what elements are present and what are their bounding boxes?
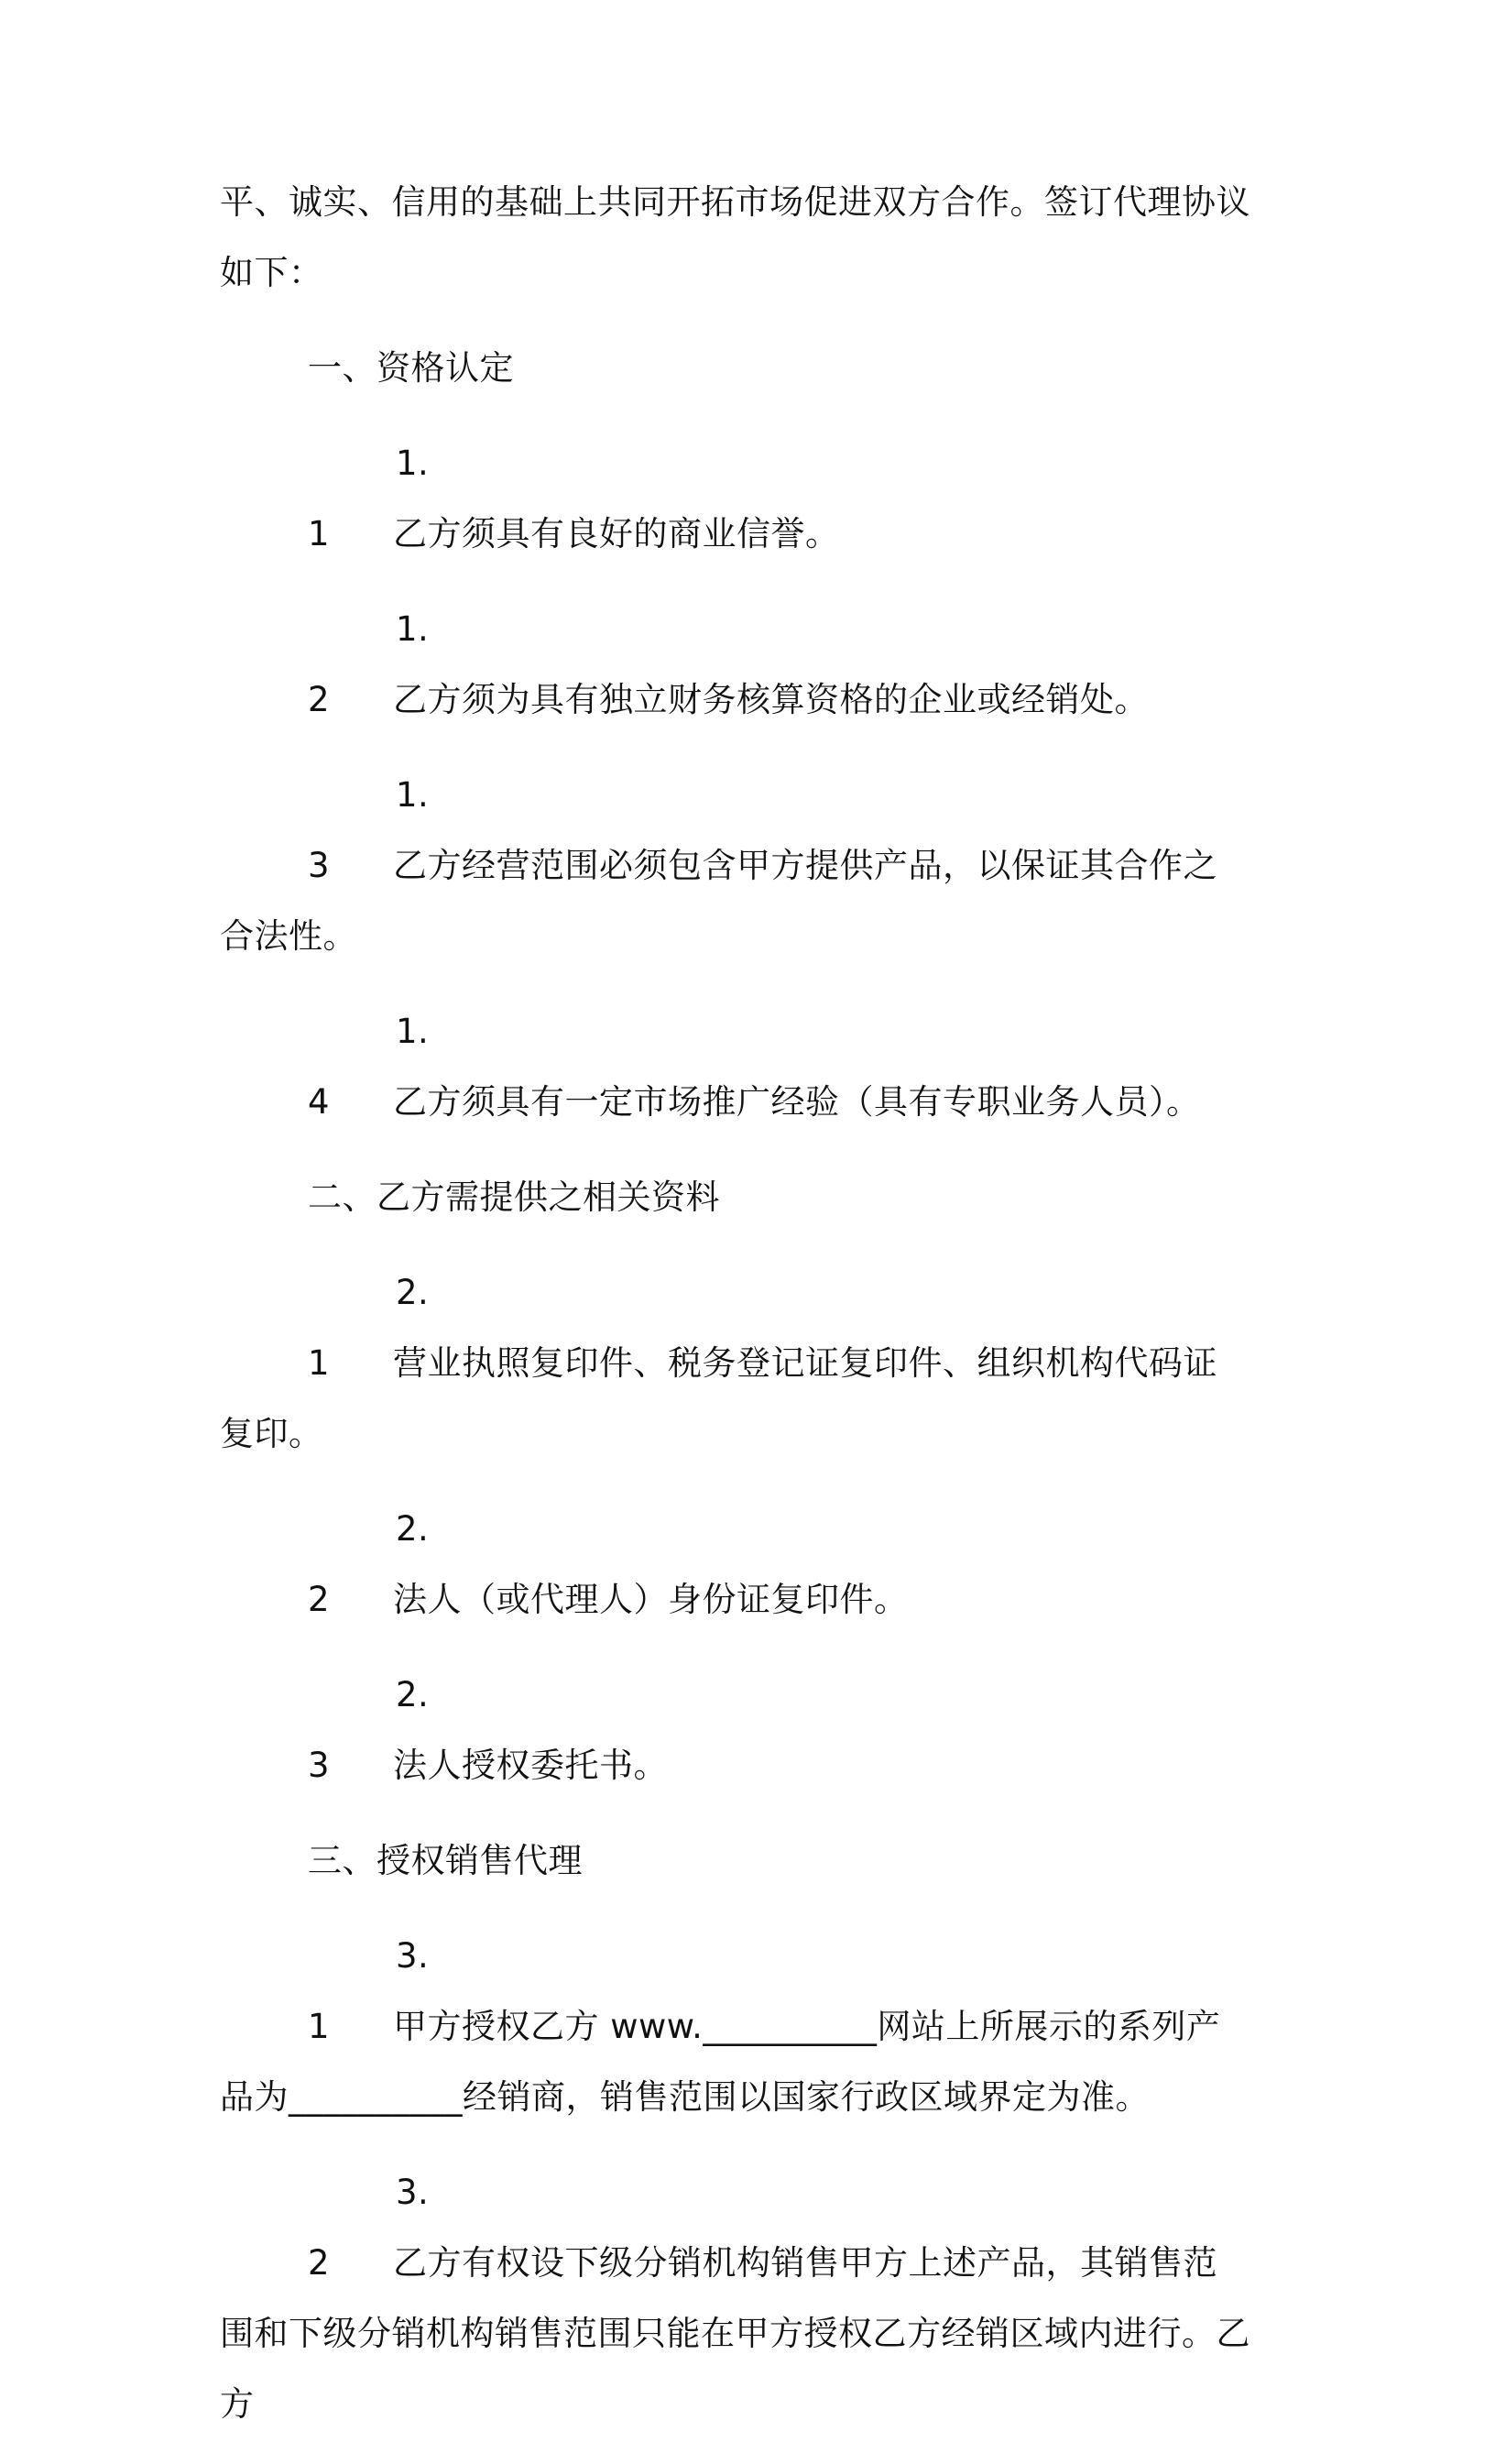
clause-number: 1.4 <box>308 1012 430 1122</box>
clause-text: 乙方须具有良好的商业信誉。 <box>393 514 840 553</box>
clause-2-2 <box>220 1494 1250 1635</box>
clause-number: 3.1 <box>308 1936 430 2046</box>
clause-text: 乙方经营范围必须包含甲方提供产品，以保证其合作之合法性。 <box>220 846 1217 956</box>
intro-paragraph: 平、诚实、信用的基础上共同开拓市场促进双方合作。签订代理协议如下： <box>220 182 1250 292</box>
clause-text: 法人授权委托书。 <box>393 1746 668 1785</box>
clause-text: 甲方授权乙方 www.__________网站上所展示的系列产品为__________经销商，销售范围以国家行政区域界定为准。 <box>220 2007 1221 2117</box>
clause-text: 乙方须为具有独立财务核算资格的企业或经销处。 <box>393 680 1149 719</box>
clause-3-2 <box>220 2157 1250 2439</box>
clause-2-3 <box>220 1659 1250 1801</box>
clause-text: 法人（或代理人）身份证复印件。 <box>393 1580 909 1619</box>
clause-number: 1.3 <box>308 775 430 885</box>
clause-number: 2.1 <box>308 1273 430 1383</box>
clause-number: 1.2 <box>308 609 430 719</box>
clause-number: 2.2 <box>308 1509 430 1619</box>
clause-1-2 <box>220 594 1250 735</box>
clause-number: 1.1 <box>308 444 430 553</box>
section-2-heading: 二、乙方需提供之相关资料 <box>308 1177 720 1217</box>
section-1-heading: 一、资格认定 <box>308 348 514 388</box>
clause-1-1 <box>220 428 1250 569</box>
clause-number: 2.3 <box>308 1675 430 1785</box>
document-body <box>220 167 1250 2464</box>
clause-text: 乙方须具有一定市场推广经验（具有专职业务人员）。 <box>393 1082 1201 1122</box>
clause-text: 乙方有权设下级分销机构销售甲方上述产品，其销售范围和下级分销机构销售范围只能在甲方授权乙方经销区域内进行。乙方 <box>220 2243 1250 2424</box>
section-3-heading: 三、授权销售代理 <box>308 1841 583 1880</box>
clause-text: 营业执照复印件、税务登记证复印件、组织机构代码证复印。 <box>220 1343 1217 1453</box>
clause-1-4 <box>220 996 1250 1137</box>
clause-1-3 <box>220 760 1250 971</box>
clause-number: 3.2 <box>308 2173 430 2283</box>
clause-2-1 <box>220 1257 1250 1469</box>
clause-3-1 <box>220 1921 1250 2132</box>
